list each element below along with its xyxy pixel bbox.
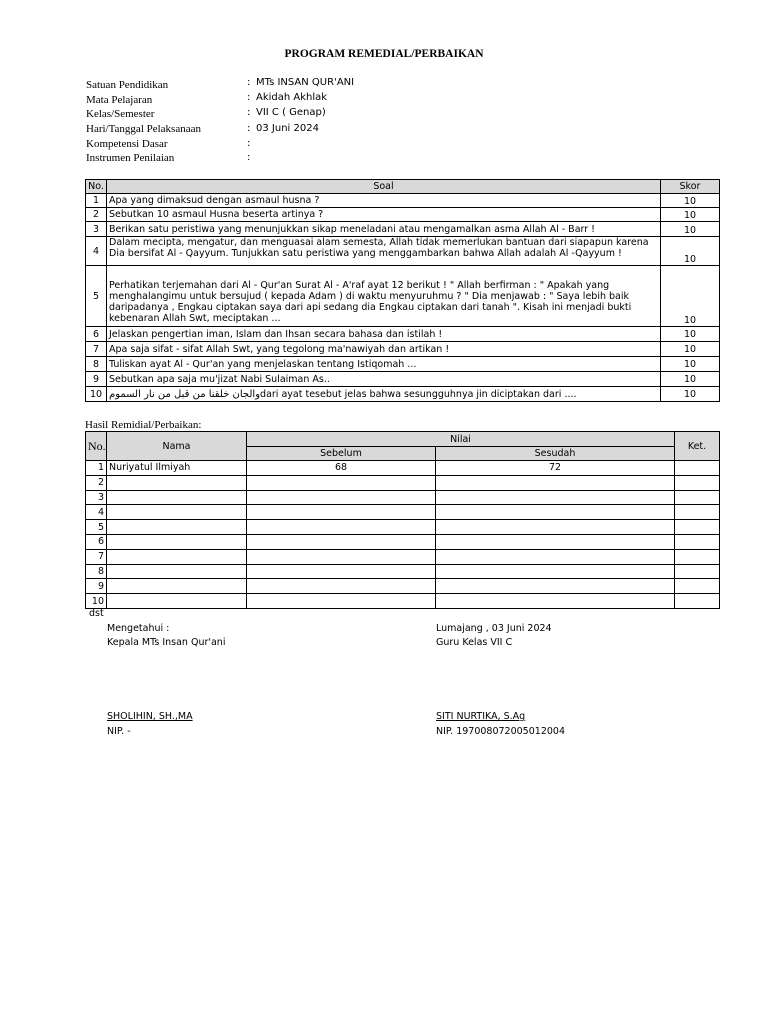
table-row xyxy=(86,387,720,402)
info-colon: : xyxy=(247,107,251,118)
row-number: 3 xyxy=(86,222,107,237)
question-score: 10 xyxy=(661,372,720,387)
question-score: 10 xyxy=(661,194,720,208)
info-colon: : xyxy=(247,77,251,88)
column-header-no: No. xyxy=(86,180,107,194)
score-before xyxy=(247,534,436,549)
row-number: 9 xyxy=(86,372,107,387)
score-before xyxy=(247,579,436,594)
table-row xyxy=(86,549,720,564)
question-score: 10 xyxy=(661,357,720,372)
student-name xyxy=(107,579,247,594)
score-after xyxy=(436,505,675,520)
question-text: Apa yang dimaksud dengan asmaul husna ? xyxy=(107,194,661,208)
table-row xyxy=(86,194,720,208)
remarks xyxy=(675,520,720,535)
remarks xyxy=(675,549,720,564)
column-header-no: No. xyxy=(86,432,107,461)
remarks xyxy=(675,505,720,520)
signature-right-place-date: Lumajang , 03 Juni 2024 xyxy=(436,623,552,634)
remarks xyxy=(675,490,720,505)
score-after xyxy=(436,490,675,505)
row-number: 1 xyxy=(86,461,107,476)
table-row xyxy=(86,237,720,266)
score-before xyxy=(247,564,436,579)
question-score: 10 xyxy=(661,237,720,266)
row-number: 9 xyxy=(86,579,107,594)
table-row xyxy=(86,372,720,387)
signature-left-known-by: Mengetahui : xyxy=(107,623,170,634)
question-text: Dalam mecipta, mengatur, dan menguasai alam semesta, Allah tidak memerlukan bantuan dari siapapun karena Dia bersifat Al - Qayyum. Tunjukkan satu peristiwa yang menggambarkan bahwa Allah adalah Al -Qayyum ! xyxy=(107,237,661,266)
student-name xyxy=(107,534,247,549)
row-number: 2 xyxy=(86,208,107,222)
score-after xyxy=(436,475,675,490)
info-value-mata-pelajaran: Akidah Akhlak xyxy=(256,92,328,103)
remarks xyxy=(675,594,720,609)
info-label-satuan-pendidikan: Satuan Pendidikan xyxy=(86,79,169,91)
table-row xyxy=(86,342,720,357)
question-text: Sebutkan apa saja mu'jizat Nabi Sulaiman As.. xyxy=(107,372,661,387)
question-text: Sebutkan 10 asmaul Husna beserta artinya ? xyxy=(107,208,661,222)
table-row xyxy=(86,505,720,520)
info-colon: : xyxy=(247,92,251,103)
score-before xyxy=(247,594,436,609)
remarks xyxy=(675,534,720,549)
signature-left-nip: NIP. - xyxy=(107,726,131,737)
question-text: Berikan satu peristiwa yang menunjukkan sikap meneladani atau mengamalkan asma Allah Al - Barr ! xyxy=(107,222,661,237)
score-after xyxy=(436,594,675,609)
table-row xyxy=(86,327,720,342)
column-header-ket: Ket. xyxy=(675,432,720,461)
row-number: 5 xyxy=(86,266,107,327)
question-text: Tuliskan ayat Al - Qur'an yang menjelaskan tentang Istiqomah ... xyxy=(107,357,661,372)
remarks xyxy=(675,475,720,490)
student-name xyxy=(107,520,247,535)
info-label-kelas-semester: Kelas/Semester xyxy=(86,108,155,120)
column-header-soal: Soal xyxy=(107,180,661,194)
question-text-latin: dari ayat tesebut jelas bahwa sesungguhnya jin diciptakan dari .... xyxy=(260,388,577,400)
row-number: 6 xyxy=(86,534,107,549)
score-before xyxy=(247,490,436,505)
table-row xyxy=(86,357,720,372)
column-header-skor: Skor xyxy=(661,180,720,194)
table-row xyxy=(86,208,720,222)
table-row xyxy=(86,564,720,579)
info-value-kelas-semester: VII C ( Genap) xyxy=(256,107,326,118)
row-number: 10 xyxy=(86,387,107,402)
column-header-nilai: Nilai xyxy=(247,432,675,447)
signature-right-title: Guru Kelas VII C xyxy=(436,637,513,648)
question-text-content: Perhatikan terjemahan dari Al - Qur'an Surat Al - A'raf ayat 12 berikut ! " Allah berfirman : " Apakah yang menghalangimu untuk bersujud ( kepada Adam ) di waktu menyuruhmu ? " Dia menjawab : " Saya lebih baik daripadanya , Engkau ciptakan saya dari api sedang dia Engkau ciptakan dari tanah ". Kisah ini menjadi bukti kebenaran Allah Swt, meciptakan ... xyxy=(109,279,632,324)
row-number: 6 xyxy=(86,327,107,342)
table-row xyxy=(86,520,720,535)
signature-right-nip: NIP. 197008072005012004 xyxy=(436,726,565,737)
table-row xyxy=(86,534,720,549)
score-before xyxy=(247,520,436,535)
table-row xyxy=(86,475,720,490)
score-before: 68 xyxy=(247,461,436,476)
student-name xyxy=(107,564,247,579)
table-row xyxy=(86,490,720,505)
signature-left-name: SHOLIHIN, SH.,MA xyxy=(107,711,193,722)
student-name xyxy=(107,505,247,520)
table-row xyxy=(86,266,720,327)
row-number: 8 xyxy=(86,564,107,579)
soal-table xyxy=(85,179,720,402)
column-header-sesudah: Sesudah xyxy=(436,447,675,461)
student-name xyxy=(107,490,247,505)
page-title: PROGRAM REMEDIAL/PERBAIKAN xyxy=(284,48,484,60)
signature-right-name: SITI NURTIKA, S.Ag xyxy=(436,711,526,722)
table-row xyxy=(86,579,720,594)
info-label-hari-tanggal: Hari/Tanggal Pelaksanaan xyxy=(86,123,201,135)
score-after xyxy=(436,564,675,579)
student-name xyxy=(107,549,247,564)
question-score: 10 xyxy=(661,387,720,402)
row-number: 8 xyxy=(86,357,107,372)
question-text: Jelaskan pengertian iman, Islam dan Ihsan secara bahasa dan istilah ! xyxy=(107,327,661,342)
score-before xyxy=(247,475,436,490)
question-score: 10 xyxy=(661,342,720,357)
row-number: 7 xyxy=(86,342,107,357)
question-score: 10 xyxy=(661,327,720,342)
table-row xyxy=(86,461,720,476)
question-text xyxy=(107,266,661,327)
info-value-hari-tanggal: 03 Juni 2024 xyxy=(256,123,319,134)
score-after xyxy=(436,579,675,594)
table-row xyxy=(86,594,720,609)
row-number: 4 xyxy=(86,237,107,266)
remarks xyxy=(675,461,720,476)
info-label-kompetensi-dasar: Kompetensi Dasar xyxy=(86,138,168,150)
row-number: 4 xyxy=(86,505,107,520)
row-number: 10 xyxy=(86,594,107,609)
score-after xyxy=(436,534,675,549)
results-section-title: Hasil Remidial/Perbaikan: xyxy=(85,419,202,431)
info-label-instrumen-penilaian: Instrumen Penilaian xyxy=(86,152,175,164)
score-after: 72 xyxy=(436,461,675,476)
student-name xyxy=(107,594,247,609)
row-number: 7 xyxy=(86,549,107,564)
continuation-note: dst xyxy=(89,608,104,619)
table-row xyxy=(86,222,720,237)
question-score: 10 xyxy=(661,266,720,327)
score-before xyxy=(247,505,436,520)
column-header-sebelum: Sebelum xyxy=(247,447,436,461)
signature-left-title: Kepala MTs Insan Qur'ani xyxy=(107,637,226,648)
score-after xyxy=(436,520,675,535)
remarks xyxy=(675,564,720,579)
score-after xyxy=(436,549,675,564)
remarks xyxy=(675,579,720,594)
info-colon: : xyxy=(247,138,251,149)
question-text: Apa saja sifat - sifat Allah Swt, yang tegolong ma'nawiyah dan artikan ! xyxy=(107,342,661,357)
row-number: 5 xyxy=(86,520,107,535)
info-colon: : xyxy=(247,123,251,134)
question-score: 10 xyxy=(661,222,720,237)
row-number: 2 xyxy=(86,475,107,490)
info-value-satuan-pendidikan: MTs INSAN QUR'ANI xyxy=(256,77,355,88)
info-colon: : xyxy=(247,152,251,163)
student-name xyxy=(107,475,247,490)
arabic-verse: والجان خلقنا من قبل من نار السموم xyxy=(109,388,261,400)
row-number: 1 xyxy=(86,194,107,208)
student-name: Nuriyatul Ilmiyah xyxy=(107,461,247,476)
question-text xyxy=(107,387,661,402)
results-table xyxy=(85,431,720,609)
score-before xyxy=(247,549,436,564)
column-header-nama: Nama xyxy=(107,432,247,461)
question-score: 10 xyxy=(661,208,720,222)
info-label-mata-pelajaran: Mata Pelajaran xyxy=(86,94,153,106)
row-number: 3 xyxy=(86,490,107,505)
